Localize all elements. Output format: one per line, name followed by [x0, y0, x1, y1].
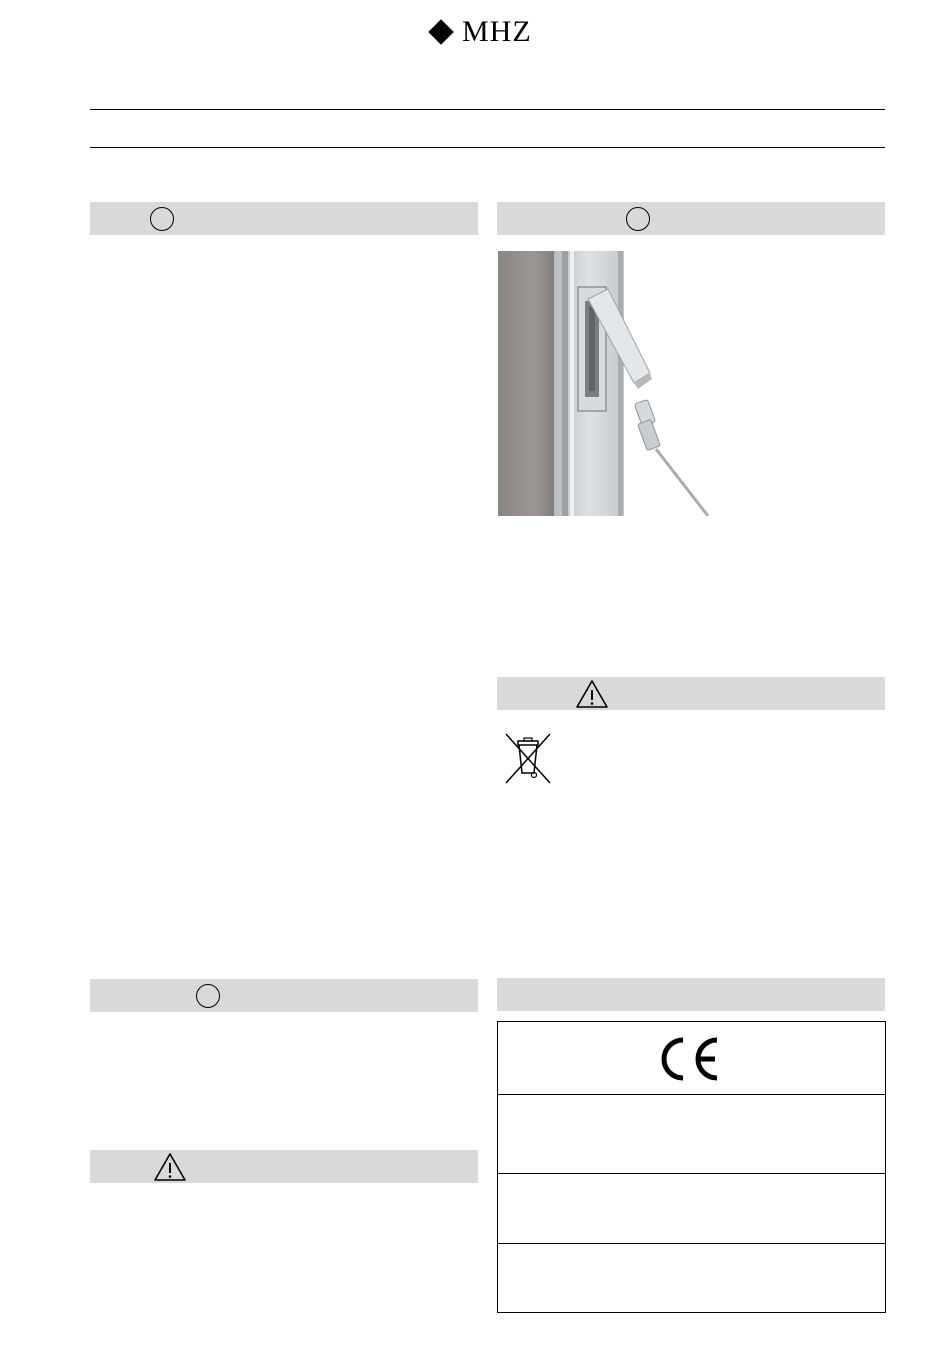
circle-icon — [626, 207, 650, 231]
section-bar-right-3 — [497, 978, 885, 1011]
header-rule-bottom — [90, 147, 885, 148]
logo-text: MHZ — [462, 15, 532, 48]
section-bar-left-1 — [90, 202, 478, 235]
ce-conformity-table — [497, 1021, 886, 1313]
diamond-icon — [428, 19, 453, 44]
header-rule-top — [90, 109, 885, 110]
circle-icon — [196, 984, 220, 1008]
section-bar-right-1 — [497, 202, 885, 235]
device-connector-photo — [498, 251, 713, 516]
ce-mark-icon — [653, 1034, 723, 1084]
ce-table-row — [498, 1095, 885, 1174]
section-bar-left-2 — [90, 979, 478, 1012]
section-bar-left-3 — [90, 1150, 478, 1183]
section-bar-right-2 — [497, 677, 885, 710]
ce-table-row — [498, 1174, 885, 1244]
brand-logo — [428, 14, 558, 50]
circle-icon — [150, 207, 174, 231]
crossed-out-wheelie-bin-icon — [503, 731, 553, 785]
ce-table-row — [498, 1244, 885, 1312]
ce-mark-row — [498, 1022, 885, 1095]
warning-triangle-icon — [153, 1152, 187, 1182]
warning-triangle-icon — [575, 679, 609, 709]
